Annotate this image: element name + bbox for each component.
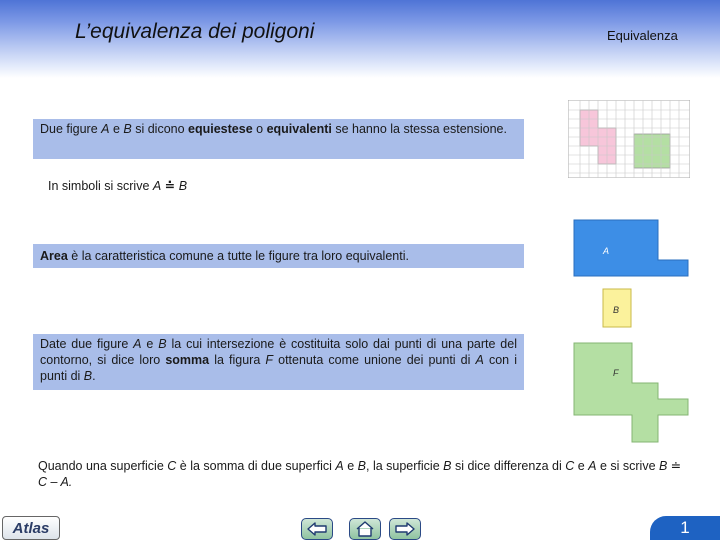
difference-paragraph [38,458,688,490]
difference-text: Quando una superficie [38,459,168,473]
figure-b-ref: B [123,122,132,136]
difference-text: , la superficie [366,459,444,473]
area-box [33,244,524,268]
figure-a-ref: A [101,122,110,136]
arrow-right-icon [395,522,415,536]
grid-figure [568,100,690,178]
figure-c-ref: C [565,459,575,473]
figure-f [572,341,690,444]
figure-a-ref: A [588,459,597,473]
sum-text: Date due figure [40,337,134,351]
section-title: Equivalenza [607,28,678,43]
definition-text: e [109,122,124,136]
figure-a-label: A [603,246,610,256]
term-area: Area [40,249,68,263]
term-somma: somma [165,353,210,367]
figure-b-label: B [613,305,620,315]
figure-f-ref: F [265,353,274,367]
figure-b-ref: B [158,337,167,351]
difference-formula: B ≐ C – A. [38,459,682,489]
term-equivalenti: equivalenti [266,122,332,136]
difference-text: e si scrive [596,459,659,473]
next-button[interactable] [389,518,421,540]
figure-a [572,218,690,278]
figure-f-label: F [613,368,619,378]
difference-text: si dice differenza di [451,459,566,473]
definition-text: o [252,122,267,136]
definition-text: se hanno la stessa estensione. [331,122,507,136]
figure-a-ref: A [152,179,162,193]
page-title: L’equivalenza dei poligoni [75,20,315,43]
figure-b-ref: B [357,459,366,473]
sum-text: ottenuta come unione dei punti di [273,353,476,367]
term-equiestese: equiestese [188,122,253,136]
sum-text: la figura [209,353,266,367]
sum-text: la cui intersezione è costituita solo dai punti di una parte del contorno, si dice loro [40,337,517,367]
figure-a-ref: A [335,459,344,473]
arrow-left-icon [307,522,327,536]
figure-b-ref: B [83,369,93,383]
sum-box [33,334,524,390]
sum-text: . [92,369,96,383]
figure-a-ref: A [475,353,484,367]
atlas-logo: Atlas [2,516,60,540]
page-number-badge: 1 [650,516,720,540]
area-text: è la caratteristica comune a tutte le figure tra loro equivalenti. [67,249,409,263]
difference-text: e [343,459,358,473]
figure-a-ref: A [133,337,142,351]
difference-text: è la somma di due superfici [176,459,336,473]
symbols-line [48,178,187,194]
symbols-text: In simboli si scrive [48,179,153,193]
figure-c-ref: C [167,459,177,473]
definition-box [33,119,524,159]
home-icon [355,521,375,537]
figure-b-ref: B [178,179,188,193]
definition-text: si dicono [131,122,189,136]
home-button[interactable] [349,518,381,540]
previous-button[interactable] [301,518,333,540]
figure-b-ref: B [443,459,452,473]
equivalence-symbol: ≐ [164,179,176,193]
sum-text: e [141,337,159,351]
sum-text: con i punti di [40,353,517,383]
definition-text: Due figure [40,122,102,136]
difference-text: e [574,459,589,473]
